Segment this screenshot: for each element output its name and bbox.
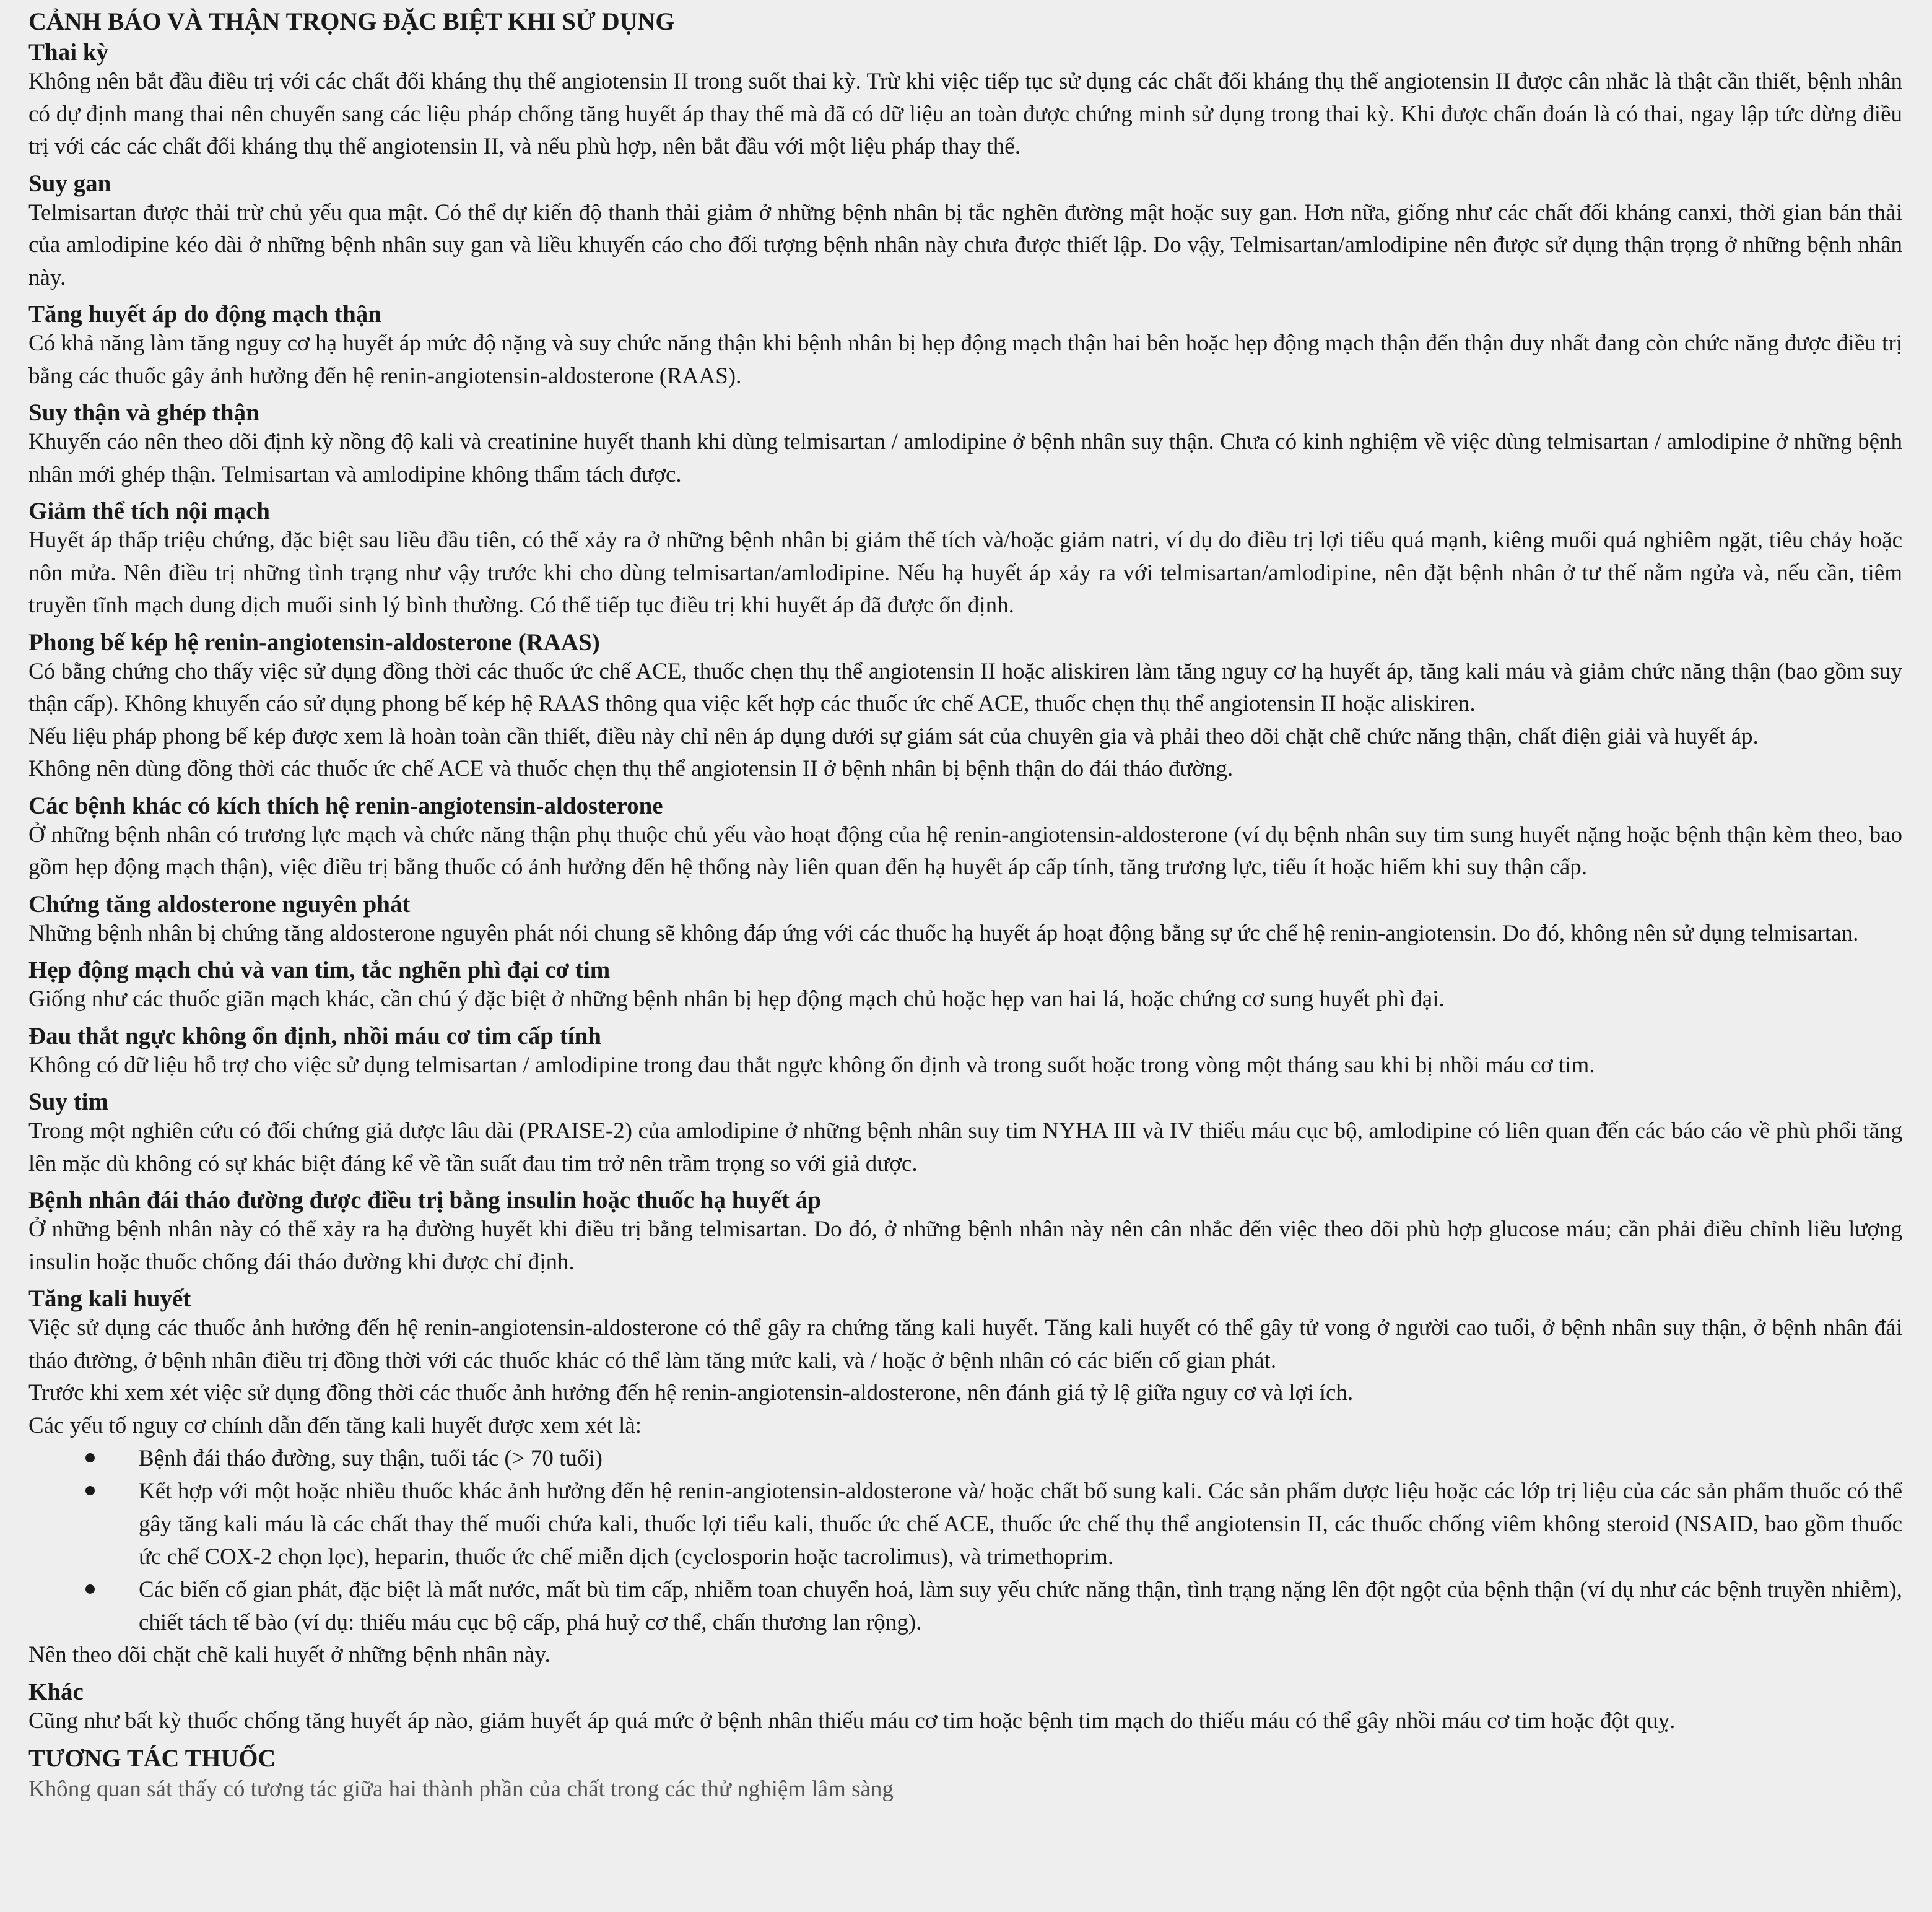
- bullet-text: Các biến cố gian phát, đặc biệt là mất nước, mất bù tim cấp, nhiễm toan chuyển hoá, làm suy yếu chức năng thận, tình trạng nặng lên đột ngột của bệnh thận (ví dụ như các bệnh truyền nhiễm), chiết tách tế bào (ví dụ: thiếu máu cục bộ cấp, phá huỷ cơ thể, chấn thương lan rộng).: [139, 1577, 1902, 1635]
- section-paragraph: Huyết áp thấp triệu chứng, đặc biệt sau liều đầu tiên, có thể xảy ra ở những bệnh nhân bị giảm thể tích và/hoặc giảm natri, ví dụ do điều trị lợi tiểu quá mạnh, kiêng muối quá nghiêm ngặt, tiêu chảy hoặc nôn mửa. Nên điều trị những tình trạng như vậy trước khi cho dùng telmisartan/amlodipine. Nếu hạ huyết áp xảy ra với telmisartan/amlodipine, nên đặt bệnh nhân ở tư thế nằm ngửa và, nếu cần, tiêm truyền tĩnh mạch dung dịch muối sinh lý bình thường. Có thể tiếp tục điều trị khi huyết áp đã được ổn định.: [28, 528, 1902, 618]
- section-paragraph: Những bệnh nhân bị chứng tăng aldosterone nguyên phát nói chung sẽ không đáp ứng với các thuốc hạ huyết áp hoạt động bằng sự ức chế hệ renin-angiotensin. Do đó, không nên sử dụng telmisartan.: [28, 920, 1859, 946]
- section: [28, 793, 1902, 884]
- section: [28, 1089, 1902, 1180]
- section-heading: Phong bế kép hệ renin-angiotensin-aldosterone (RAAS): [28, 628, 600, 656]
- section-paragraph: Có khả năng làm tăng nguy cơ hạ huyết áp mức độ nặng và suy chức năng thận khi bệnh nhân bị hẹp động mạch thận hai bên hoặc hẹp động mạch thận đến thận duy nhất đang còn chức năng được điều trị bằng các thuốc gây ảnh hưởng đến hệ renin-angiotensin-aldosterone (RAAS).: [28, 331, 1902, 389]
- section-paragraph: Telmisartan được thải trừ chủ yếu qua mật. Có thể dự kiến độ thanh thải giảm ở những bệnh nhân bị tắc nghẽn đường mật hoặc suy gan. Hơn nữa, giống như các chất đối kháng canxi, thời gian bán thải của amlodipine kéo dài ở những bệnh nhân suy gan và liều khuyến cáo cho đối tượng bệnh nhân này chưa được thiết lập. Do vậy, Telmisartan/amlodipine nên được sử dụng thận trọng ở những bệnh nhân này.: [28, 199, 1902, 290]
- section: [28, 1023, 1902, 1082]
- section-heading: Các bệnh khác có kích thích hệ renin-angiotensin-aldosterone: [28, 792, 663, 819]
- section-paragraph: Việc sử dụng các thuốc ảnh hưởng đến hệ renin-angiotensin-aldosterone có thể gây ra chứng tăng kali huyết. Tăng kali huyết có thể gây tử vong ở người cao tuổi, ở bệnh nhân suy thận, ở bệnh nhân đái tháo đường, ở bệnh nhân điều trị đồng thời với các thuốc khác có thể làm tăng mức kali, và / hoặc ở bệnh nhân có các biến cố gian phát.: [28, 1315, 1902, 1373]
- section-paragraph: Ở những bệnh nhân có trương lực mạch và chức năng thận phụ thuộc chủ yếu vào hoạt động của hệ renin-angiotensin-aldosterone (ví dụ bệnh nhân suy tim sung huyết nặng hoặc bệnh thận kèm theo, bao gồm hẹp động mạch thận), việc điều trị bằng thuốc có ảnh hưởng đến hệ thống này liên quan đến hạ huyết áp cấp tính, tăng trương lực, tiểu ít hoặc hiếm khi suy thận cấp.: [28, 822, 1902, 880]
- bullet-list: [28, 1442, 1902, 1639]
- section-heading: Tăng kali huyết: [28, 1285, 191, 1312]
- section-heading: Hẹp động mạch chủ và van tim, tắc nghẽn phì đại cơ tim: [28, 957, 611, 983]
- section-paragraph: Không nên bắt đầu điều trị với các chất đối kháng thụ thể angiotensin II trong suốt thai kỳ. Trừ khi việc tiếp tục sử dụng các chất đối kháng thụ thể angiotensin II được cân nhắc là thật cần thiết, bệnh nhân có dự định mang thai nên chuyển sang các liệu pháp chống tăng huyết áp thay thế mà đã có dữ liệu an toàn được chứng minh sử dụng trong thai kỳ. Khi được chẩn đoán là có thai, ngay lập tức dừng điều trị với các các chất đối kháng thụ thể angiotensin II, và nếu phù hợp, nên bắt đầu với một liệu pháp thay thế.: [28, 69, 1902, 159]
- section-heading: Khác: [28, 1678, 84, 1705]
- section-heading: Suy tim: [28, 1089, 108, 1115]
- section-paragraph: Không nên dùng đồng thời các thuốc ức chế ACE và thuốc chẹn thụ thể angiotensin II ở bệnh nhân bị bệnh thận do đái tháo đường.: [28, 756, 1234, 781]
- bullet-dot-icon: [85, 1453, 95, 1462]
- section: [28, 630, 1902, 786]
- section-paragraph: Có bằng chứng cho thấy việc sử dụng đồng thời các thuốc ức chế ACE, thuốc chẹn thụ thể angiotensin II hoặc aliskiren làm tăng nguy cơ hạ huyết áp, tăng kali máu và giảm chức năng thận (bao gồm suy thận cấp). Không khuyến cáo sử dụng phong bế kép hệ RAAS thông qua việc kết hợp các thuốc ức chế ACE, thuốc chẹn thụ thể angiotensin II hoặc aliskiren.: [28, 658, 1902, 716]
- section-heading: Thai kỳ: [28, 39, 108, 66]
- bullet-dot-icon: [85, 1486, 95, 1495]
- section: [28, 302, 1902, 393]
- section: [28, 1286, 1902, 1672]
- section: [28, 957, 1902, 1016]
- section-paragraph: Cũng như bất kỳ thuốc chống tăng huyết áp nào, giảm huyết áp quá mức ở bệnh nhân thiếu máu cơ tim hoặc bệnh tim mạch do thiếu máu có thể gây nhồi máu cơ tim hoặc đột quỵ.: [28, 1708, 1676, 1734]
- section: [28, 400, 1902, 491]
- section-paragraph: Không có dữ liệu hỗ trợ cho việc sử dụng telmisartan / amlodipine trong đau thắt ngực không ổn định và trong suốt hoặc trong vòng một tháng sau khi bị nhồi máu cơ tim.: [28, 1052, 1595, 1078]
- section: [28, 1188, 1902, 1279]
- bullet-dot-icon: [85, 1584, 95, 1594]
- section-paragraph: Trong một nghiên cứu có đối chứng giả dược lâu dài (PRAISE-2) của amlodipine ở những bệnh nhân suy tim NYHA III và IV thiếu máu cục bộ, amlodipine có liên quan đến các báo cáo về phù phổi tăng lên mặc dù không có sự khác biệt đáng kể về tần suất đau tim trở nên trầm trọng so với giả dược.: [28, 1118, 1902, 1176]
- section-heading: Suy thận và ghép thận: [28, 399, 259, 426]
- bullet-text: Kết hợp với một hoặc nhiều thuốc khác ảnh hưởng đến hệ renin-angiotensin-aldosterone và/ hoặc chất bổ sung kali. Các sản phẩm dược liệu hoặc các lớp trị liệu của các sản phẩm thuốc có thể gây tăng kali máu là các chất thay thế muối chứa kali, thuốc lợi tiểu kali, thuốc ức chế ACE, thuốc ức chế thụ thể angiotensin II, các thuốc chống viêm không steroid (NSAID, bao gồm thuốc ức chế COX-2 chọn lọc), heparin, thuốc ức chế miễn dịch (cyclosporin hoặc tacrolimus), và trimethoprim.: [139, 1479, 1902, 1570]
- bullet-text: Bệnh đái tháo đường, suy thận, tuổi tác (> 70 tuổi): [139, 1446, 603, 1471]
- section-heading: Tăng huyết áp do động mạch thận: [28, 301, 381, 328]
- section: [28, 40, 1902, 163]
- section-paragraph: Ở những bệnh nhân này có thể xảy ra hạ đường huyết khi điều trị bằng telmisartan. Do đó, ở những bệnh nhân này nên cân nhắc đến việc theo dõi phù hợp glucose máu; cần phải điều chỉnh liều lượng insulin hoặc thuốc chống đái tháo đường khi được chỉ định.: [28, 1217, 1902, 1275]
- section-paragraph: Khuyến cáo nên theo dõi định kỳ nồng độ kali và creatinine huyết thanh khi dùng telmisartan / amlodipine ở bệnh nhân suy thận. Chưa có kinh nghiệm về việc dùng telmisartan / amlodipine ở những bệnh nhân mới ghép thận. Telmisartan và amlodipine không thẩm tách được.: [28, 429, 1902, 487]
- section: [28, 892, 1902, 950]
- bullet-item: [28, 1442, 1902, 1475]
- section-paragraph: Giống như các thuốc giãn mạch khác, cần chú ý đặc biệt ở những bệnh nhân bị hẹp động mạch chủ hoặc hẹp van hai lá, hoặc chứng cơ sung huyết phì đại.: [28, 986, 1445, 1012]
- section: [28, 498, 1902, 622]
- section-heading: Giảm thể tích nội mạch: [28, 498, 270, 524]
- next-section-title: TƯƠNG TÁC THUỐC: [28, 1744, 276, 1772]
- section-paragraph: Nếu liệu pháp phong bế kép được xem là hoàn toàn cần thiết, điều này chỉ nên áp dụng dưới sự giám sát của chuyên gia và phải theo dõi chặt chẽ chức năng thận, chất điện giải và huyết áp.: [28, 723, 1759, 749]
- bullet-item: [28, 1573, 1902, 1639]
- section-paragraph: Các yếu tố nguy cơ chính dẫn đến tăng kali huyết được xem xét là:: [28, 1412, 642, 1438]
- section-heading: Suy gan: [28, 170, 111, 197]
- section: [28, 171, 1902, 295]
- page-title: CẢNH BÁO VÀ THẬN TRỌNG ĐẶC BIỆT KHI SỬ DỤNG: [28, 7, 675, 35]
- section-heading: Chứng tăng aldosterone nguyên phát: [28, 890, 411, 918]
- section-heading: Đau thắt ngực không ổn định, nhồi máu cơ tim cấp tính: [28, 1022, 601, 1049]
- section-heading: Bệnh nhân đái tháo đường được điều trị bằng insulin hoặc thuốc hạ huyết áp: [28, 1187, 821, 1214]
- section-paragraph: Nên theo dõi chặt chẽ kali huyết ở những bệnh nhân này.: [28, 1642, 550, 1667]
- sections-container: [28, 40, 1902, 1737]
- cut-off-line: Không quan sát thấy có tương tác giữa hai thành phần của chất trong các thử nghiệm lâm sàng: [28, 1776, 894, 1802]
- section-paragraph: Trước khi xem xét việc sử dụng đồng thời các thuốc ảnh hưởng đến hệ renin-angiotensin-aldosterone, nên đánh giá tỷ lệ giữa nguy cơ và lợi ích.: [28, 1380, 1354, 1406]
- section: [28, 1679, 1902, 1738]
- bullet-item: [28, 1475, 1902, 1573]
